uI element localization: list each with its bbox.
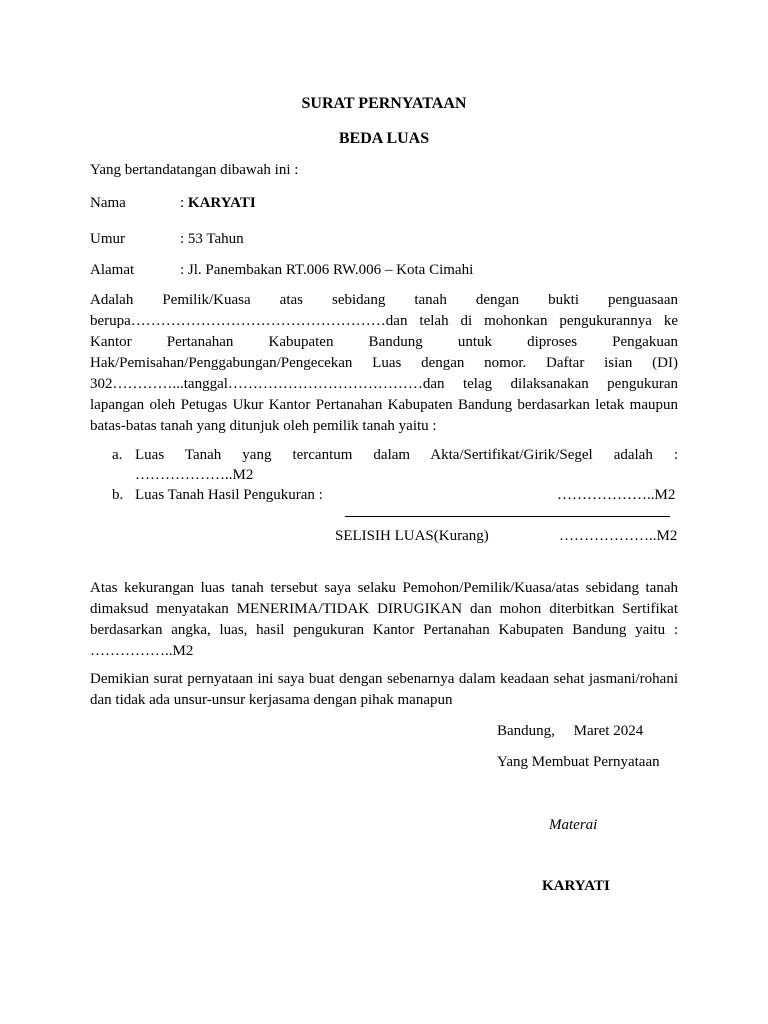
address-label: Alamat xyxy=(90,262,135,278)
list-item-b-value: ………………..M2 xyxy=(557,487,676,503)
list-item-a-text: Luas Tanah yang tercantum dalam Akta/Sertifikat/Girik/Segel adalah : xyxy=(135,447,678,463)
name-colon: : xyxy=(180,195,188,211)
address-value: : Jl. Panembakan RT.006 RW.006 – Kota Cimahi xyxy=(180,262,474,278)
name-value: KARYATI xyxy=(187,195,256,211)
age-value: : 53 Tahun xyxy=(180,231,244,247)
statement-paragraph-1: Adalah Pemilik/Kuasa atas sebidang tanah dengan bukti penguasaan berupa……………………………………………dan telah di mohonkan pengukurannya ke Kantor Pertanahan Kabupaten Bandung untuk diproses Pengakuan Hak/Pemisahan/Penggabungan/Pengecekan Luas dengan nomor. Daftar isian (DI) 302…………...tanggal…………………………………dan telag dilaksanakan pengukuran lapangan oleh Petugas Ukur Kantor Pertanahan Kabupaten Bandung berdasarkan letak maupun batas-batas tanah yang ditunjuk oleh pemilik tanah yaitu : xyxy=(90,292,678,434)
difference-value: ………………..M2 xyxy=(559,528,678,544)
name-value-row xyxy=(180,193,256,214)
place-date: Bandung, Maret 2024 xyxy=(497,723,644,739)
list-marker-a: a. xyxy=(112,447,123,463)
stamp-placeholder: Materai xyxy=(549,817,598,833)
statement-paragraph-3: Demikian surat pernyataan ini saya buat dengan sebenarnya dalam keadaan sehat jasmani/rohani dan tidak ada unsur-unsur kerjasama dengan pihak manapun xyxy=(90,671,678,708)
document-title: SURAT PERNYATAAN xyxy=(301,95,467,112)
age-label: Umur xyxy=(90,231,125,247)
document-subtitle: BEDA LUAS xyxy=(338,130,430,147)
statement-paragraph-2: Atas kekurangan luas tanah tersebut saya selaku Pemohon/Pemilik/Kuasa/atas sebidang tanah dimaksud menyatakan MENERIMA/TIDAK DIRUGIKAN dan mohon diterbitkan Sertifikat berdasarkan angka, luas, hasil pengukuran Kantor Pertanahan Kabupaten Bandung yaitu : ……………..M2 xyxy=(90,580,678,659)
difference-label: SELISIH LUAS(Kurang) xyxy=(335,528,489,544)
sum-divider-line xyxy=(345,516,670,517)
name-label: Nama xyxy=(90,195,126,211)
list-marker-b: b. xyxy=(112,487,124,503)
declarant-label: Yang Membuat Pernyataan xyxy=(497,754,660,770)
intro-text: Yang bertandatangan dibawah ini : xyxy=(90,162,299,178)
list-item-a-value: ………………..M2 xyxy=(135,467,254,483)
list-item-b-text: Luas Tanah Hasil Pengukuran : xyxy=(135,487,323,503)
signer-name: KARYATI xyxy=(542,878,610,894)
